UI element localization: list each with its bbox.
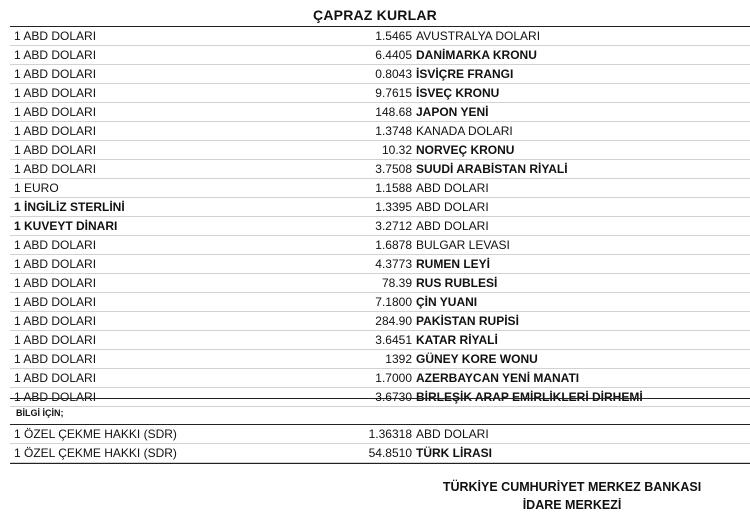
row-quote-currency: JAPON YENİ [416, 105, 489, 119]
row-rate: 7.1800 [375, 295, 412, 309]
table-row [10, 331, 750, 350]
row-quote-currency: DANİMARKA KRONU [416, 48, 537, 62]
row-quote-currency: ABD DOLARI [416, 181, 489, 195]
row-quote-currency: KATAR RİYALİ [416, 333, 498, 347]
row-rate: 9.7615 [375, 86, 412, 100]
row-rate: 10.32 [381, 143, 412, 157]
row-quote-currency: BULGAR LEVASI [416, 238, 510, 252]
row-quote-currency: ABD DOLARI [416, 200, 489, 214]
table-row [10, 103, 750, 122]
row-rate: 1.7000 [375, 371, 412, 385]
table-bottom-rule [10, 398, 750, 399]
row-quote-currency: AVUSTRALYA DOLARI [416, 29, 541, 43]
row-quote-currency: PAKİSTAN RUPİSİ [416, 314, 519, 328]
row-base-currency: 1 ÖZEL ÇEKME HAKKI (SDR) [14, 427, 177, 441]
table-row [10, 369, 750, 388]
row-base-currency: 1 ABD DOLARI [14, 295, 97, 309]
row-rate: 1.1588 [375, 181, 412, 195]
row-base-currency: 1 ABD DOLARI [14, 29, 97, 43]
footer-bank-name: TÜRKİYE CUMHURİYET MERKEZ BANKASI [442, 480, 702, 494]
row-rate: 1.3748 [375, 124, 412, 138]
row-rate: 1.6878 [375, 238, 412, 252]
row-base-currency: 1 ABD DOLARI [14, 257, 97, 271]
row-quote-currency: TÜRK LİRASI [416, 446, 492, 460]
table-row [10, 444, 750, 463]
table-row [10, 255, 750, 274]
table-row [10, 179, 750, 198]
table-row [10, 65, 750, 84]
row-rate: 6.4405 [375, 48, 412, 62]
row-quote-currency: İSVEÇ KRONU [416, 86, 500, 100]
row-rate: 1.3395 [375, 200, 412, 214]
table-row [10, 236, 750, 255]
row-base-currency: 1 ABD DOLARI [14, 333, 97, 347]
row-base-currency: 1 ABD DOLARI [14, 105, 97, 119]
row-quote-currency: İSVİÇRE FRANGI [416, 67, 514, 81]
row-base-currency: 1 ABD DOLARI [14, 67, 97, 81]
row-rate: 3.6730 [375, 390, 412, 404]
table-row [10, 293, 750, 312]
row-quote-currency: NORVEÇ KRONU [416, 143, 515, 157]
table-row [10, 312, 750, 331]
table-row [10, 198, 750, 217]
table-row [10, 84, 750, 103]
table-row [10, 46, 750, 65]
row-rate: 78.39 [381, 276, 412, 290]
row-base-currency: 1 ABD DOLARI [14, 48, 97, 62]
footer-office: İDARE MERKEZİ [522, 498, 622, 512]
row-base-currency: 1 ABD DOLARI [14, 143, 97, 157]
row-base-currency: 1 ABD DOLARI [14, 371, 97, 385]
info-label: BİLGİ İÇİN; [16, 408, 64, 418]
row-quote-currency: GÜNEY KORE WONU [416, 352, 538, 366]
row-base-currency: 1 ABD DOLARI [14, 162, 97, 176]
table-row [10, 160, 750, 179]
table-row [10, 27, 750, 46]
row-rate: 54.8510 [368, 446, 412, 460]
row-rate: 148.68 [375, 105, 412, 119]
row-base-currency: 1 ABD DOLARI [14, 352, 97, 366]
row-base-currency: 1 ABD DOLARI [14, 86, 97, 100]
row-quote-currency: SUUDİ ARABİSTAN RİYALİ [416, 162, 568, 176]
table-row [10, 217, 750, 236]
row-quote-currency: KANADA DOLARI [416, 124, 513, 138]
row-base-currency: 1 ABD DOLARI [14, 390, 97, 404]
row-base-currency: 1 ÖZEL ÇEKME HAKKI (SDR) [14, 446, 177, 460]
table-row [10, 274, 750, 293]
footer-signature [402, 478, 742, 514]
row-base-currency: 1 ABD DOLARI [14, 238, 97, 252]
row-rate: 1.5465 [375, 29, 412, 43]
row-base-currency: 1 ABD DOLARI [14, 314, 97, 328]
table-row [10, 141, 750, 160]
row-quote-currency: ÇİN YUANI [416, 295, 478, 309]
row-quote-currency: BİRLEŞİK ARAP EMİRLİKLERİ DİRHEMİ [416, 390, 643, 404]
row-rate: 1392 [385, 352, 412, 366]
row-quote-currency: RUS RUBLESİ [416, 276, 498, 290]
row-base-currency: 1 EURO [14, 181, 59, 195]
sdr-bottom-rule [10, 463, 750, 464]
row-base-currency: 1 ABD DOLARI [14, 124, 97, 138]
row-rate: 4.3773 [375, 257, 412, 271]
row-quote-currency: ABD DOLARI [416, 219, 489, 233]
row-rate: 3.7508 [375, 162, 412, 176]
table-row [10, 425, 750, 444]
row-quote-currency: ABD DOLARI [416, 427, 489, 441]
row-rate: 3.2712 [375, 219, 412, 233]
row-base-currency: 1 İNGİLİZ STERLİNİ [14, 200, 125, 214]
row-quote-currency: AZERBAYCAN YENİ MANATI [416, 371, 580, 385]
sdr-table [10, 425, 750, 463]
table-row [10, 122, 750, 141]
row-base-currency: 1 KUVEYT DİNARI [14, 219, 118, 233]
page-title: ÇAPRAZ KURLAR [313, 7, 437, 23]
row-quote-currency: RUMEN LEYİ [416, 257, 491, 271]
row-rate: 284.90 [375, 314, 412, 328]
row-rate: 0.8043 [375, 67, 412, 81]
row-base-currency: 1 ABD DOLARI [14, 276, 97, 290]
row-rate: 3.6451 [375, 333, 412, 347]
cross-rates-table [10, 27, 750, 407]
row-rate: 1.36318 [368, 427, 412, 441]
table-row [10, 350, 750, 369]
